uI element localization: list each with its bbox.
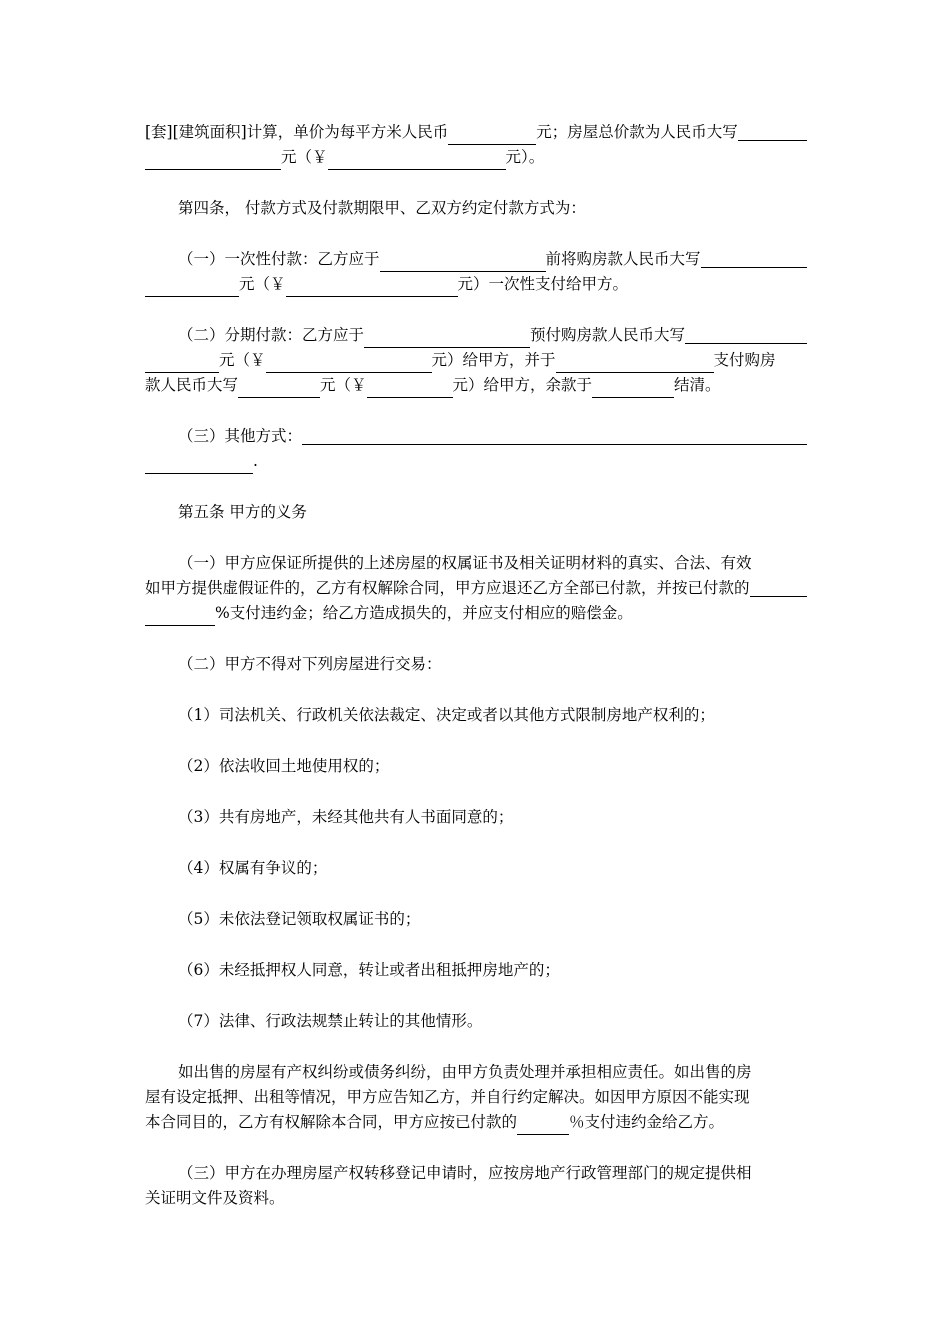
one-time-text: （一）一次性付款：乙方应于 <box>178 250 380 268</box>
installment-text: （二）分期付款：乙方应于 <box>178 326 365 344</box>
list-item: （4）权属有争议的； <box>178 859 328 877</box>
total-price-words-blank-cont[interactable] <box>145 154 281 171</box>
prepay-words-blank-cont[interactable] <box>145 357 219 374</box>
second-pay-date-blank[interactable] <box>556 357 714 374</box>
penalty-percent-blank[interactable] <box>750 581 807 598</box>
one-time-words-blank[interactable] <box>701 252 807 269</box>
total-price-words-blank[interactable] <box>738 125 807 142</box>
unit-price-blank[interactable] <box>448 129 536 146</box>
price-text: [套][建筑面积]计算，单价为每平方米人民币 <box>145 123 449 141</box>
article-5-heading: 第五条 甲方的义务 <box>178 503 307 521</box>
one-time-line-2 <box>145 272 807 297</box>
installment-payment-paragraph <box>145 323 807 398</box>
total-price-number-blank[interactable] <box>328 154 506 171</box>
second-pay-number-blank[interactable] <box>367 382 453 399</box>
second-pay-words-blank[interactable] <box>238 382 320 399</box>
installment-line-1 <box>145 323 807 348</box>
list-item: （5）未依法登记领取权属证书的； <box>178 910 421 928</box>
price-line-2 <box>145 145 807 170</box>
second-pay-amount-text: 款人民币大写 <box>145 376 239 394</box>
duty-1-line-2 <box>145 576 807 601</box>
one-time-end-text: 元）一次性支付给甲方。 <box>457 275 629 293</box>
prepay-text: 预付购房款人民币大写 <box>530 326 686 344</box>
other-method-blank-cont[interactable] <box>145 458 253 475</box>
duty-1-line-3 <box>145 601 807 626</box>
area-price-paragraph <box>145 120 807 170</box>
prepay-number-blank[interactable] <box>266 357 432 374</box>
duty-3-line-1: （三）甲方在办理房屋产权转移登记申请时，应按房地产行政管理部门的规定提供相 <box>178 1164 752 1182</box>
yuan-label: 元（￥ <box>219 351 266 369</box>
article-4-heading: 第四条， 付款方式及付款期限甲、乙双方约定付款方式为： <box>178 199 586 217</box>
installment-mid-text: 元）给甲方，并于 <box>431 351 556 369</box>
dispute-line-3 <box>145 1110 807 1135</box>
one-time-amount-text: 前将购房款人民币大写 <box>545 250 701 268</box>
penalty-percent-blank-cont[interactable] <box>145 610 215 627</box>
yuan-label: 元（￥ <box>239 275 286 293</box>
list-item: （7）法律、行政法规禁止转让的其他情形。 <box>178 1012 483 1030</box>
duty-1-line-1: （一）甲方应保证所提供的上述房屋的权属证书及相关证明材料的真实、合法、有效 <box>178 554 752 572</box>
list-item: （3）共有房地产，未经其他共有人书面同意的； <box>178 808 514 826</box>
dispute-penalty-text: ％支付违约金给乙方。 <box>569 1113 725 1131</box>
total-price-text: 元；房屋总价款为人民币大写 <box>536 123 738 141</box>
prepay-words-blank[interactable] <box>685 328 807 345</box>
dispute-text: 本合同目的，乙方有权解除本合同，甲方应按已付款的 <box>145 1113 518 1131</box>
duty-1-text: 如甲方提供虚假证件的，乙方有权解除合同，甲方应退还乙方全部已付款，并按已付款的 <box>145 579 750 597</box>
penalty-text: %支付违约金；给乙方造成损失的，并应支付相应的赔偿金。 <box>215 604 633 622</box>
dispute-paragraph <box>145 1060 807 1135</box>
one-time-words-blank-cont[interactable] <box>145 281 239 298</box>
yuan-label: 元（￥ <box>320 376 367 394</box>
price-line-1 <box>145 120 807 145</box>
duty-1-paragraph <box>145 551 807 626</box>
other-line-1 <box>145 424 807 449</box>
duty-2-heading: （二）甲方不得对下列房屋进行交易： <box>178 655 442 673</box>
balance-text: 元）给甲方，余款于 <box>452 376 593 394</box>
second-pay-text: 支付购房 <box>713 351 776 369</box>
installment-line-3 <box>145 373 807 398</box>
other-line-2 <box>145 449 807 474</box>
one-time-number-blank[interactable] <box>286 281 458 298</box>
yuan-close-label: 元）。 <box>505 148 545 166</box>
yuan-label: 元（￥ <box>281 148 328 166</box>
one-time-payment-paragraph <box>145 247 807 297</box>
settle-text: 结清。 <box>674 376 721 394</box>
other-method-label: （三）其他方式： <box>178 427 303 445</box>
one-time-date-blank[interactable] <box>380 256 546 273</box>
dispute-line-2: 屋有设定抵押、出租等情况，甲方应告知乙方，并自行约定解决。如因甲方原因不能实现 <box>145 1088 750 1106</box>
other-method-blank[interactable] <box>302 429 807 446</box>
period-mark: . <box>253 452 258 470</box>
contract-page <box>145 120 807 1237</box>
duty-3-line-2: 关证明文件及资料。 <box>145 1189 285 1207</box>
duty-3-paragraph <box>145 1161 807 1211</box>
dispute-penalty-blank[interactable] <box>517 1119 569 1136</box>
installment-line-2 <box>145 348 807 373</box>
dispute-line-1: 如出售的房屋有产权纠纷或债务纠纷，由甲方负责处理并承担相应责任。如出售的房 <box>178 1063 752 1081</box>
balance-date-blank[interactable] <box>592 382 674 399</box>
installment-date-blank[interactable] <box>364 332 530 349</box>
one-time-line-1 <box>145 247 807 272</box>
list-item: （2）依法收回土地使用权的； <box>178 757 390 775</box>
list-item: （1）司法机关、行政机关依法裁定、决定或者以其他方式限制房地产权利的； <box>178 706 715 724</box>
other-method-paragraph <box>145 424 807 474</box>
list-item: （6）未经抵押权人同意，转让或者出租抵押房地产的； <box>178 961 560 979</box>
